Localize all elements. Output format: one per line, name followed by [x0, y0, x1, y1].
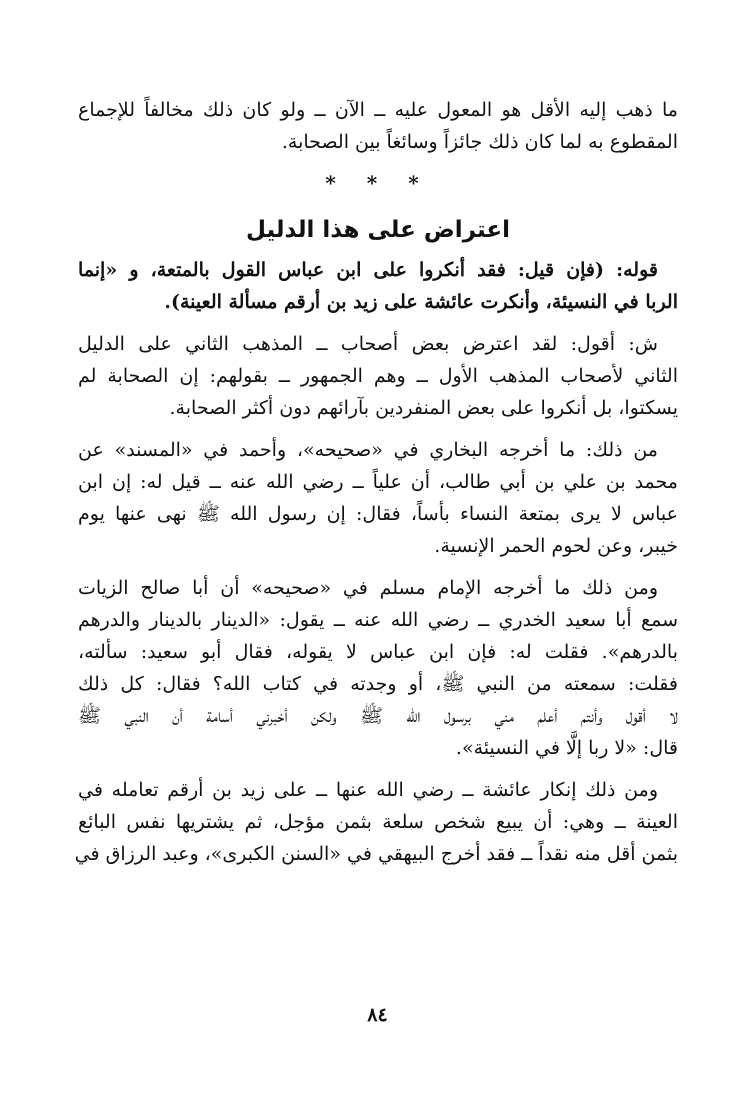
section-separator: * * * [325, 171, 431, 195]
text-line: الربا في النسيئة، وأنكرت عائشة على زيد بن أرقم مسألة العينة). [164, 291, 678, 313]
text-line: قوله: (فإن قيل: فقد أنكروا على ابن عباس القول بالمتعة، و «إنما [78, 259, 658, 281]
text-line: من ذلك: ما أخرجه البخاري في «صحيحه»، وأحمد في «المسند» عن [78, 439, 658, 461]
text-line: ومن ذلك إنكار عائشة ــ رضي الله عنها ــ على زيد بن أرقم تعامله في [78, 779, 658, 801]
page-number: ٨٤ [367, 1004, 388, 1026]
text-line: بثمن أقل منه نقداً ــ فقد أخرج البيهقي في «السنن الكبرى»، وعبد الرزاق في [74, 843, 678, 865]
paragraph-intro [78, 94, 678, 158]
text-line: قال: «لا ربا إلَّا في النسيئة». [455, 737, 678, 759]
text-line: ومن ذلك ما أخرجه الإمام مسلم في «صحيحه» أن أبا صالح الزيات [78, 577, 658, 599]
text-line: ش: أقول: لقد اعترض بعض أصحاب ــ المذهب الثاني على الدليل [78, 333, 658, 355]
text-line: عباس لا يرى بمتعة النساء بأساً، فقال: إن رسول الله ﷺ نهى عنها يوم [78, 503, 678, 525]
page-body [74, 94, 678, 880]
paragraph-aisha [74, 774, 678, 870]
text-line: المقطوع به لما كان ذلك جائزاً وسائغاً بين الصحابة. [281, 131, 678, 153]
text-line: ما ذهب إليه الأقل هو المعول عليه ــ الآن ــ ولو كان ذلك مخالفاً للإجماع [78, 99, 678, 121]
text-line: خيبر، وعن لحوم الحمر الإنسية. [434, 535, 678, 557]
text-line: بالدرهم». فقلت له: فإن ابن عباس لا يقوله، فقال أبو سعيد: سألته، [78, 641, 678, 663]
text-line: سمع أبا سعيد الخدري ــ رضي الله عنه ــ يقول: «الدينار بالدينار والدرهم [78, 609, 678, 631]
text-line: لا أقول وأنتم أعلم مني برسول الله ﷺ ولكن أخبرني أسامة أن النبي ﷺ [78, 705, 678, 727]
text-line: يسكتوا، بل أنكروا على بعض المنفردين بآرائهم دون أكثر الصحابة. [169, 397, 678, 419]
paragraph-objection [78, 254, 678, 318]
paragraph-commentary [78, 328, 678, 424]
section-heading: اعتراض على هذا الدليل [246, 217, 510, 243]
text-line: محمد بن علي بن أبي طالب، أن علياً ــ رضي الله عنه ــ قيل له: إن ابن [78, 471, 678, 493]
paragraph-muslim [78, 572, 678, 764]
text-line: العينة ــ وهي: أن يبيع شخص سلعة بثمن مؤجل، ثم يشتريها نفس البائع [78, 811, 678, 833]
paragraph-bukhari [78, 434, 678, 562]
text-line: الثاني لأصحاب المذهب الأول ــ وهم الجمهور ــ بقولهم: إن الصحابة لم [78, 365, 678, 387]
text-line: فقلت: سمعته من النبي ﷺ، أو وجدته في كتاب الله؟ فقال: كل ذلك [78, 673, 678, 695]
